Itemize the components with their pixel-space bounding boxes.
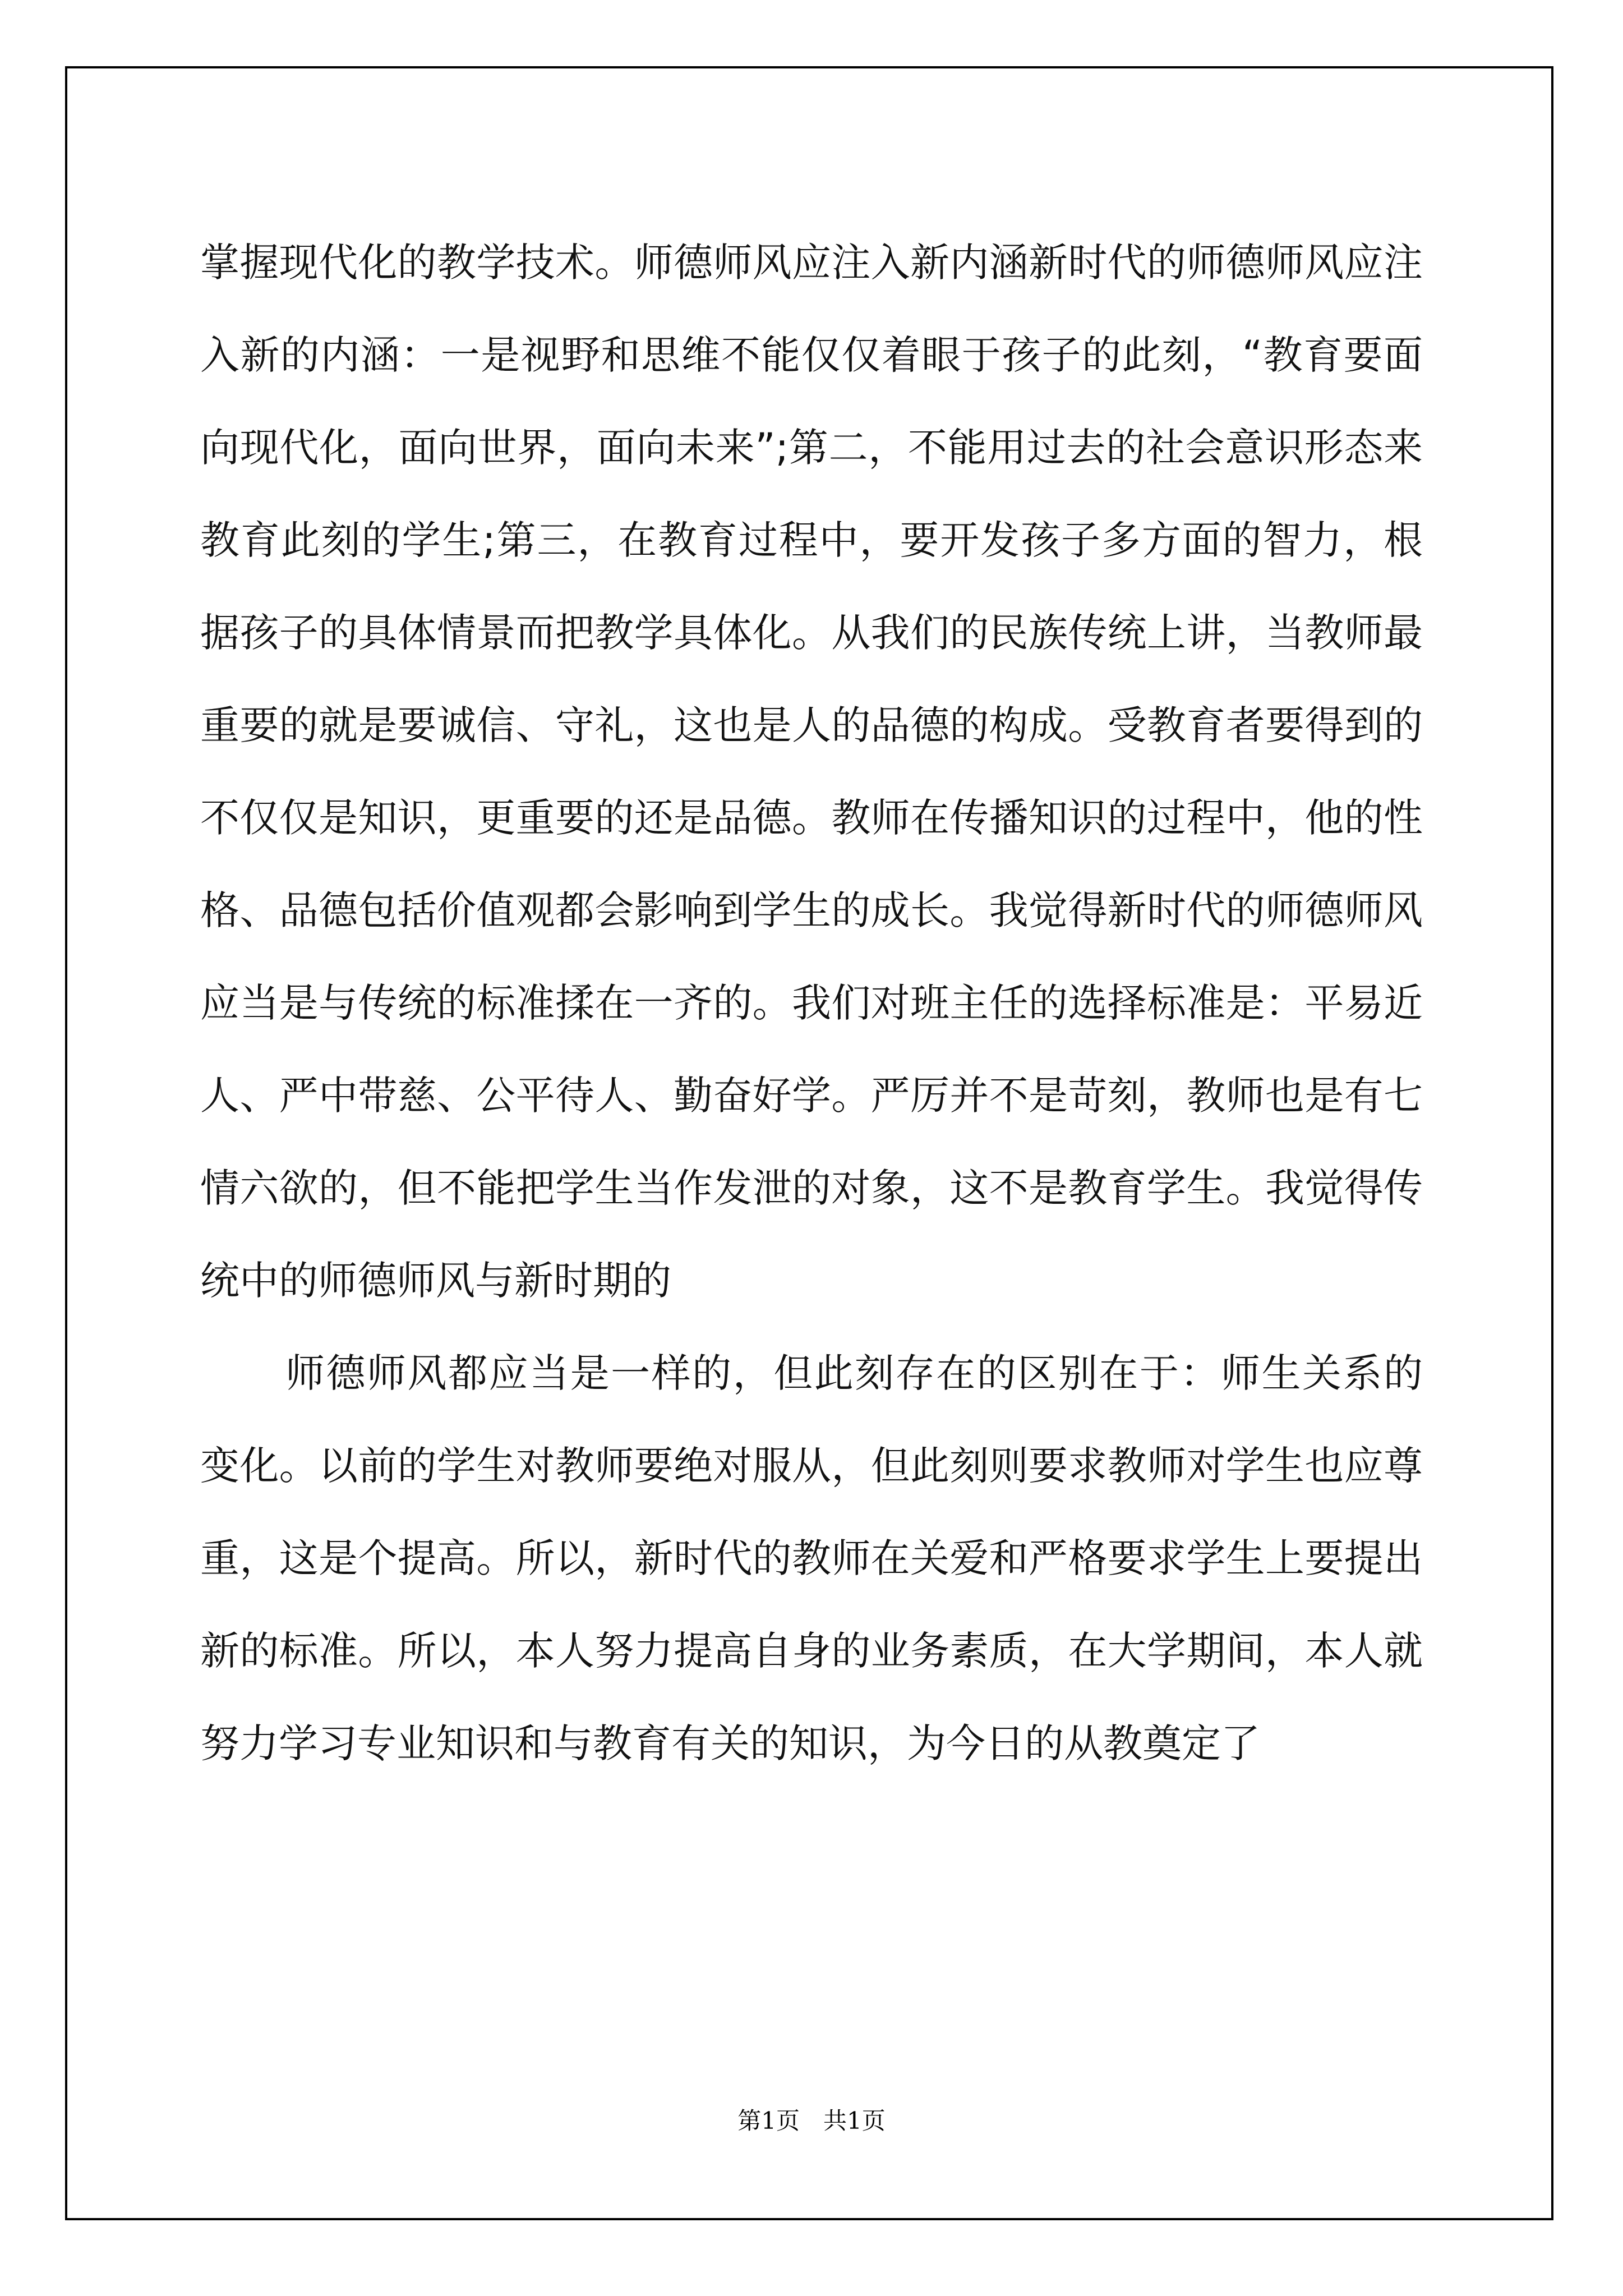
document-body — [200, 217, 1423, 1790]
page-number-footer: 第1页 共1页 — [737, 2107, 886, 2134]
paragraph-2: 师德师风都应当是一样的，但此刻存在的区别在于：师生关系的变化。以前的学生对教师要绝对服从，但此刻则要求教师对学生也应尊重，这是个提高。所以，新时代的教师在关爱和严格要求学生上要提出新的标准。所以，本人努力提高自身的业务素质，在大学期间，本人就努力学习专业知识和与教育有关的知识，为今日的从教奠定了 — [200, 1350, 1423, 1766]
paragraph-1: 掌握现代化的教学技术。师德师风应注入新内涵新时代的师德师风应注入新的内涵：一是视野和思维不能仅仅着眼于孩子的此刻，“教育要面向现代化，面向世界，面向未来”;第二，不能用过去的社会意识形态来教育此刻的学生;第三，在教育过程中，要开发孩子多方面的智力，根据孩子的具体情景而把教学具体化。从我们的民族传统上讲，当教师最重要的就是要诚信、守礼，这也是人的品德的构成。受教育者要得到的不仅仅是知识，更重要的还是品德。教师在传播知识的过程中，他的性格、品德包括价值观都会影响到学生的成长。我觉得新时代的师德师风应当是与传统的标准揉在一齐的。我们对班主任的选择标准是：平易近人、严中带慈、公平待人、勤奋好学。严厉并不是苛刻，教师也是有七情六欲的，但不能把学生当作发泄的对象，这不是教育学生。我觉得传统中的师德师风与新时期的 — [200, 240, 1423, 1304]
